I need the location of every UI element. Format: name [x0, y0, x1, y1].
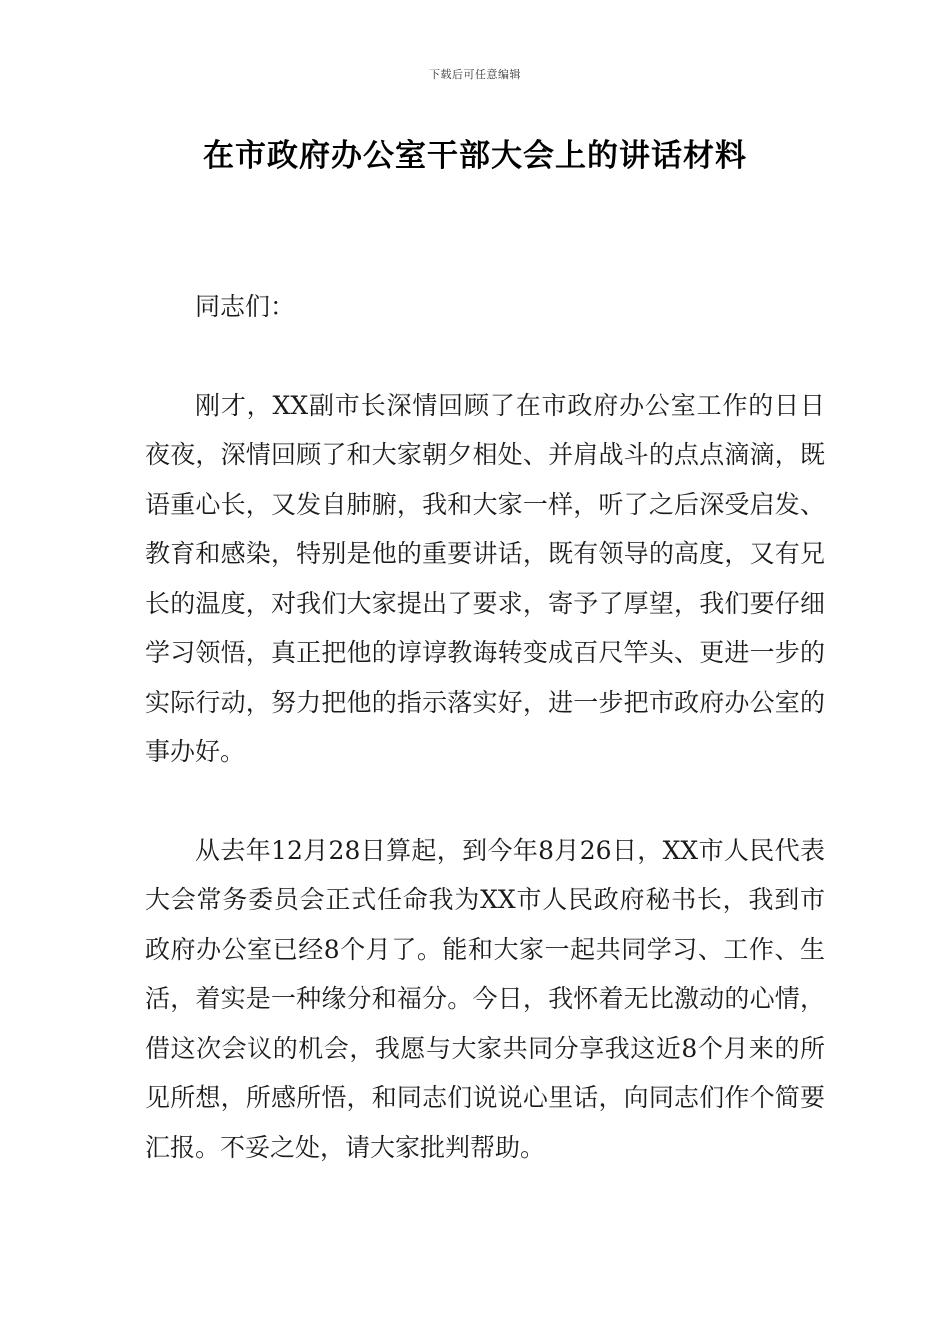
salutation: 同志们： — [195, 292, 296, 321]
header-note: 下载后可任意编辑 — [429, 68, 521, 81]
paragraph: 从去年12月28日算起，到今年8月26日，XX市人民代表大会常务委员会正式任命我为XX市人民政府秘书长，我到市政府办公室已经8个月了。能和大家一起共同学习、工作、生活，着实是一种缘分和福分。今日，我怀着无比激动的心情，借这次会议的机会，我愿与大家共同分享我这近8个月来的所见所想，所感所悟，和同志们说说心里话，向同志们作个简要汇报。不妥之处，请大家批判帮助。 — [145, 835, 825, 1162]
paragraph: 刚才，XX副市长深情回顾了在市政府办公室工作的日日夜夜，深情回顾了和大家朝夕相处、并肩战斗的点点滴滴，既语重心长，又发自肺腑，我和大家一样，听了之后深受启发、教育和感染，特别是他的重要讲话，既有领导的高度，又有兄长的温度，对我们大家提出了要求，寄予了厚望，我们要仔细学习领悟，真正把他的谆谆教诲转变成百尺竿头、更进一步的实际行动，努力把他的指示落实好，进一步把市政府办公室的事办好。 — [145, 390, 825, 766]
document-title: 在市政府办公室干部大会上的讲话材料 — [203, 138, 747, 174]
document-body — [145, 282, 825, 1172]
